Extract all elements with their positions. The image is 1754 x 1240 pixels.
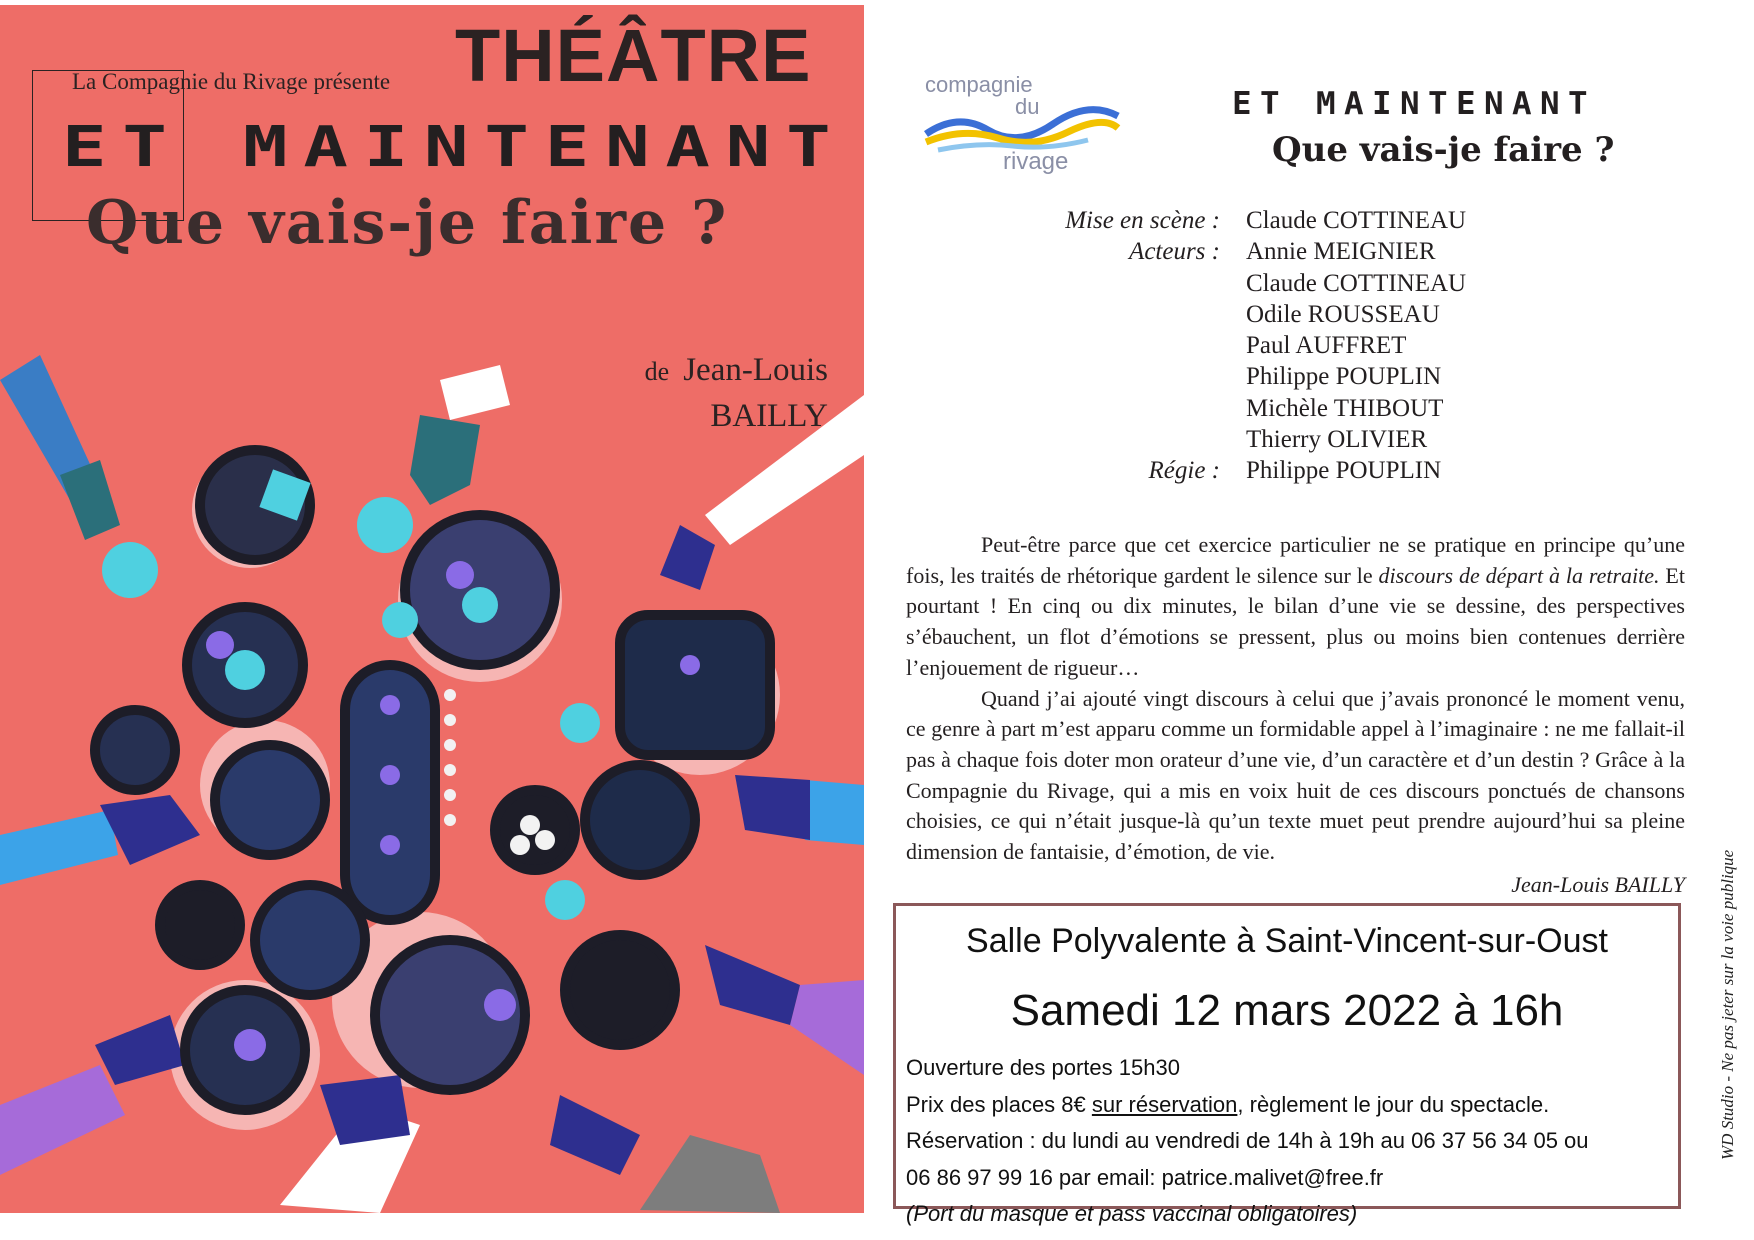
reservation-line1: Réservation : du lundi au vendredi de 14h à 19h au 06 37 56 34 05 ou <box>906 1128 1589 1153</box>
credit-row-acteur <box>1000 424 1560 455</box>
credit-name: Paul AUFFRET <box>1246 332 1407 360</box>
author-prefix: de <box>644 357 670 386</box>
credit-label: Acteurs : <box>1129 238 1220 266</box>
credit-row-acteur <box>1000 236 1560 267</box>
poster-title-line2: Que vais-je faire ? <box>86 188 729 258</box>
poster-author <box>645 348 828 438</box>
event-date: Samedi 12 mars 2022 à 16h <box>1010 986 1564 1035</box>
credit-name: Thierry OLIVIER <box>1246 426 1428 454</box>
paragraph-2: Quand j’ai ajouté vingt discours à celui que j’avais prononcé le moment venu, ce genre à part m’est apparu comme un formidable appel à l’imaginaire : ne me fallait-il pas à chaque fois doter mon orateur d’une vie, d’un caractère et d’un destin ? Grâce à la Compagnie du Rivage, qui a mis en voix huit de ces discours ponctués de chansons choisies, ce qui n’était jusque-là qu’un texte muet peut prendre aujourd’hui sa pleine dimension de fantaisie, d’émotion, de vie. <box>906 685 1685 865</box>
page-title-line2: Que vais-je faire ? <box>1272 130 1615 170</box>
description-text <box>906 530 1685 900</box>
presenter-line: La Compagnie du Rivage présente <box>72 69 391 94</box>
event-info-box <box>893 903 1681 1226</box>
logo-line3: rivage <box>1003 148 1069 175</box>
health-notice: (Port du masque et pass vaccinal obligatoires) <box>906 1201 1358 1226</box>
reservation-line2: 06 86 97 99 16 par email: patrice.malivet@free.fr <box>906 1164 1384 1190</box>
event-details <box>906 1050 1589 1233</box>
credit-name: Michèle THIBOUT <box>1246 394 1444 422</box>
author-first: Jean-Louis <box>683 352 828 388</box>
credit-row-acteur <box>1000 393 1560 424</box>
credit-name: Claude COTTINEAU <box>1246 269 1467 297</box>
credit-row-mise <box>1000 205 1560 236</box>
paragraph-1: Peut-être parce que cet exercice particulier ne se pratique en principe qu’une fois, les traités de rhétorique gardent le silence sur le discours de départ à la retraite. Et pourtant ! En cinq ou dix minutes, le bilan d’une vie se dessine, des perspectives s’ébauchent, un flot d’émotions se pressent, plus ou moins bien contenues derrière l’enjouement de rigueur… <box>906 532 1685 680</box>
price-line: Prix des places 8€ sur réservation, règlement le jour du spectacle. <box>906 1091 1550 1117</box>
logo-line2: du <box>1015 94 1040 119</box>
credit-row-acteur <box>1000 361 1560 392</box>
credit-name: Odile ROUSSEAU <box>1246 300 1440 328</box>
credit-row-acteur <box>1000 330 1560 361</box>
theatre-heading: THÉÂTRE <box>455 14 812 97</box>
venue: Salle Polyvalente à Saint-Vincent-sur-Oust <box>966 922 1608 960</box>
company-logo <box>918 72 1126 182</box>
signature: Jean-Louis BAILLY <box>1511 871 1685 897</box>
credit-name: Annie MEIGNIER <box>1246 238 1436 266</box>
poster-title-line1: ET MAINTENANT <box>62 115 847 180</box>
page-title-line1: ET MAINTENANT <box>1232 86 1596 122</box>
credit-name: Philippe POUPLIN <box>1246 457 1442 485</box>
credits-list <box>1000 205 1560 487</box>
credit-row-acteur <box>1000 268 1560 299</box>
credit-name: Philippe POUPLIN <box>1246 363 1442 391</box>
author-last: BAILLY <box>710 398 828 434</box>
credit-row-acteur <box>1000 299 1560 330</box>
credit-label: Mise en scène : <box>1065 207 1220 234</box>
poster <box>0 5 864 1213</box>
credit-label: Régie : <box>1148 457 1220 485</box>
doors-time: Ouverture des portes 15h30 <box>906 1055 1180 1080</box>
credit-row-regie <box>1000 455 1560 486</box>
side-note: WD Studio - Ne pas jeter sur la voie publique <box>1718 849 1737 1160</box>
credit-name: Claude COTTINEAU <box>1246 207 1467 234</box>
logo-line1: compagnie <box>925 72 1033 97</box>
